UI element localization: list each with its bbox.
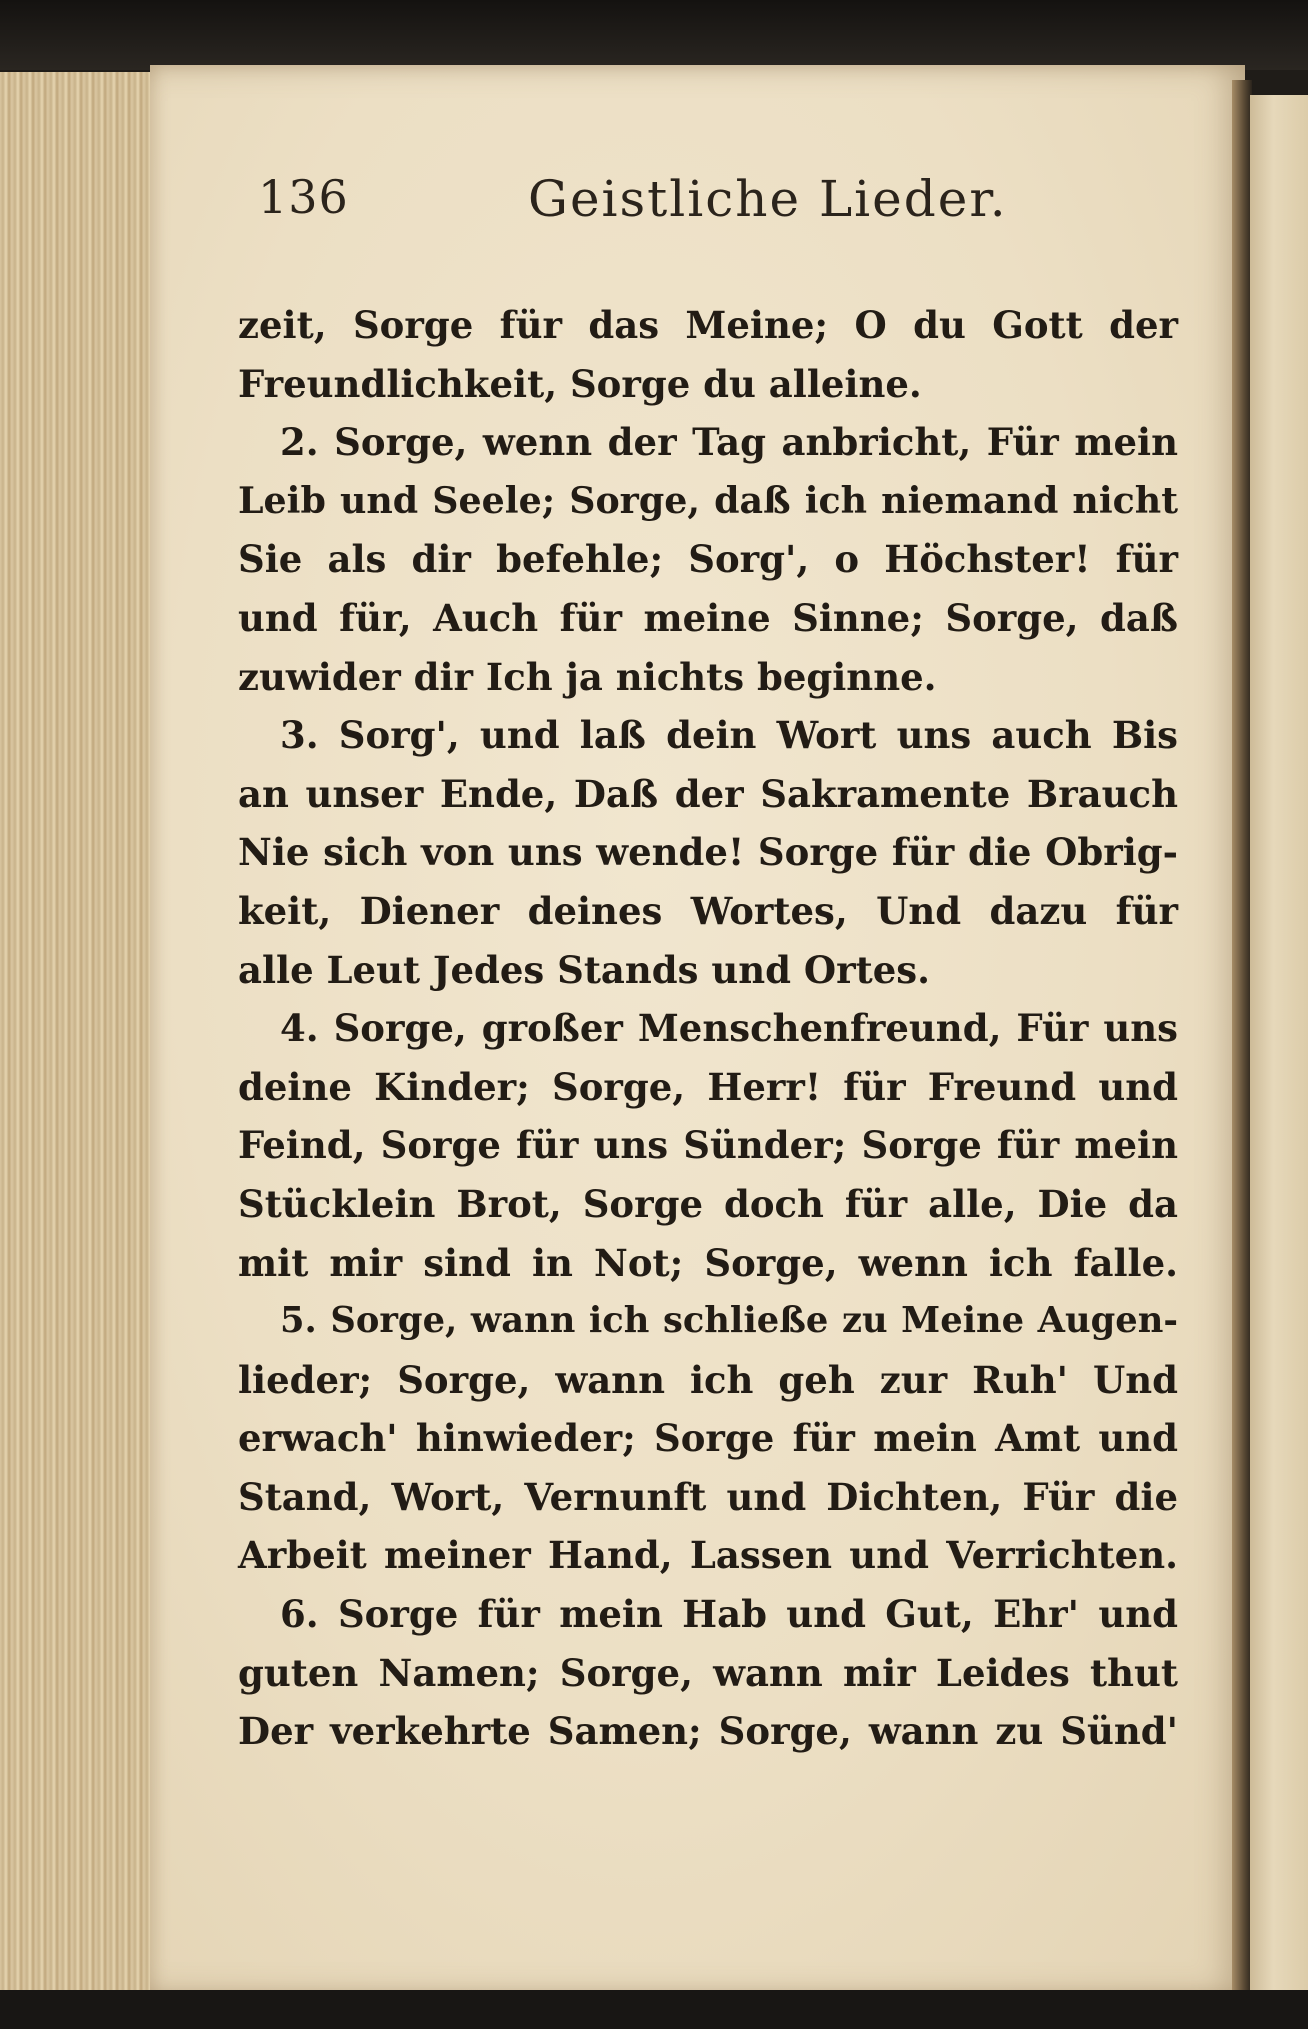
page-header (258, 170, 1158, 240)
text-line: guten Namen; Sorge, wann mir Leides thut (238, 1650, 1178, 1695)
book-gutter (1232, 80, 1252, 1990)
background-top (0, 0, 1308, 70)
text-line: erwach' hinwieder; Sorge für mein Amt und (238, 1416, 1178, 1461)
text-line: an unser Ende, Daß der Sakramente Brauch (238, 771, 1178, 816)
text-line: Sie als dir befehle; Sorg', o Höchster! für (238, 537, 1178, 582)
page-number: 136 (258, 170, 349, 224)
text-line: und für, Auch für meine Sinne; Sorge, daß (238, 595, 1178, 640)
text-line: Der verkehrte Samen; Sorge, wann zu Sünd' (238, 1709, 1178, 1754)
book-page-edges (0, 72, 156, 1997)
text-line: Leib und Seele; Sorge, daß ich niemand nicht (238, 478, 1178, 522)
running-title: Geistliche Lieder. (528, 170, 1008, 228)
text-line: Arbeit meiner Hand, Lassen und Verrichten. (238, 1533, 1178, 1578)
text-line: Freundlichkeit, Sorge du alleine. (238, 361, 922, 406)
text-line: zeit, Sorge für das Meine; O du Gott der (238, 303, 1178, 347)
text-line: 6. Sorge für mein Hab und Gut, Ehr' und (280, 1592, 1178, 1637)
text-line: alle Leut Jedes Stands und Ortes. (238, 947, 930, 992)
adjacent-page-edge (1250, 95, 1308, 1990)
text-line: zuwider dir Ich ja nichts beginne. (238, 654, 937, 699)
text-line: 4. Sorge, großer Menschenfreund, Für uns (280, 1006, 1178, 1051)
text-line: keit, Diener deines Wortes, Und dazu für (238, 888, 1178, 933)
text-line: deine Kinder; Sorge, Herr! für Freund und (238, 1064, 1178, 1109)
text-line: mit mir sind in Not; Sorge, wenn ich falle. (238, 1240, 1178, 1285)
text-line: Feind, Sorge für uns Sünder; Sorge für mein (238, 1123, 1178, 1168)
text-line: Stand, Wort, Vernunft und Dichten, Für die (238, 1474, 1178, 1519)
background-bottom (0, 1990, 1308, 2029)
text-line: 2. Sorge, wenn der Tag anbricht, Für mein (280, 420, 1178, 465)
text-line: 3. Sorg', und laß dein Wort uns auch Bis (280, 713, 1178, 758)
text-line: 5. Sorge, wann ich schließe zu Meine Augen- (280, 1300, 1178, 1342)
text-line: Nie sich von uns wende! Sorge für die Obrig- (238, 830, 1178, 875)
hymn-text (238, 296, 1178, 1761)
text-line: lieder; Sorge, wann ich geh zur Ruh' Und (238, 1357, 1178, 1402)
text-line: Stücklein Brot, Sorge doch für alle, Die da (238, 1181, 1178, 1226)
